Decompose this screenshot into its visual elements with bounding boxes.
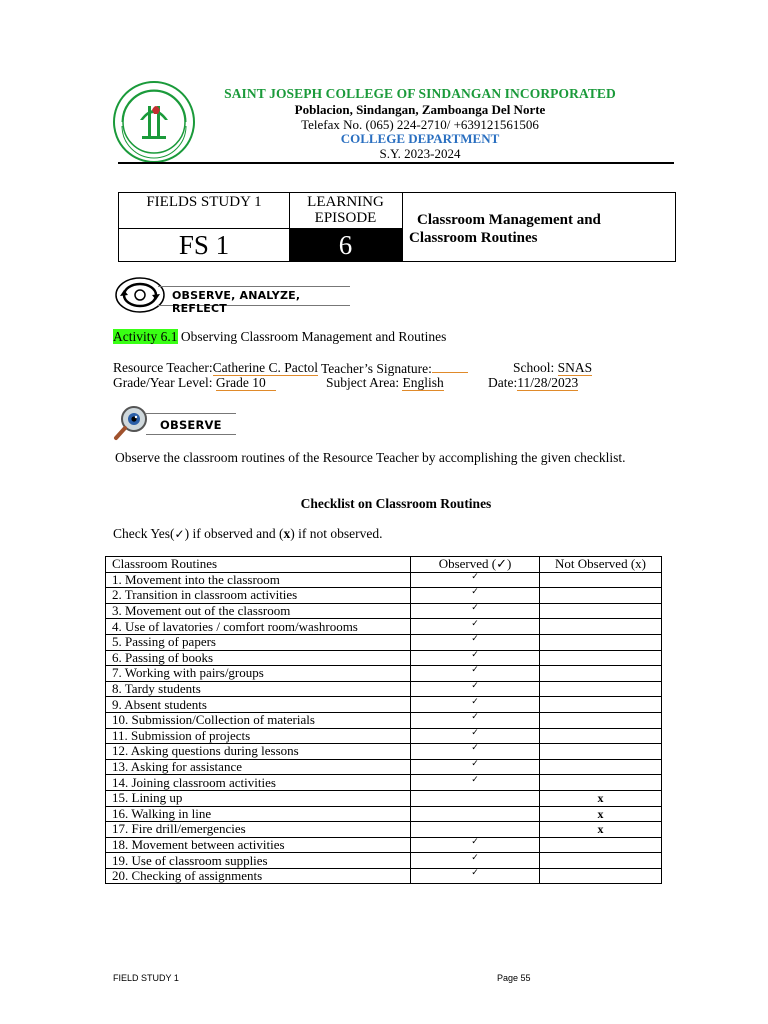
observed-cell xyxy=(411,634,540,650)
observed-check-icon: ✓ xyxy=(471,759,479,770)
table-row xyxy=(106,697,662,713)
routine-name: 7. Working with pairs/groups xyxy=(106,666,411,682)
routine-name: 4. Use of lavatories / comfort room/washrooms xyxy=(106,619,411,635)
table-row xyxy=(106,853,662,869)
school-label: School: xyxy=(513,360,555,375)
not-observed-mark: x xyxy=(597,822,604,837)
routine-name: 8. Tardy students xyxy=(106,681,411,697)
grade-value: Grade 10 xyxy=(216,375,276,391)
episode-box xyxy=(118,192,676,262)
routine-name: 17. Fire drill/emergencies xyxy=(106,822,411,838)
episode-label-line2: EPISODE xyxy=(314,210,377,226)
table-row xyxy=(106,712,662,728)
grade-label: Grade/Year Level: xyxy=(113,375,213,390)
table-row xyxy=(106,634,662,650)
table-row xyxy=(106,728,662,744)
observed-check-icon: ✓ xyxy=(471,649,479,660)
routine-name: 18. Movement between activities xyxy=(106,837,411,853)
college-department: COLLEGE DEPARTMENT xyxy=(340,131,500,146)
routine-name: 2. Transition in classroom activities xyxy=(106,588,411,604)
signature-label: Teacher’s Signature: xyxy=(321,361,432,376)
observed-cell xyxy=(411,744,540,760)
observe-badge xyxy=(112,404,242,442)
not-observed-cell xyxy=(540,603,662,619)
observe-analyze-reflect-badge xyxy=(114,276,354,314)
observed-cell xyxy=(411,790,540,806)
not-observed-cell xyxy=(540,588,662,604)
routine-name: 12. Asking questions during lessons xyxy=(106,744,411,760)
info-line-1 xyxy=(113,360,318,376)
check-instruction-a: Check Yes( xyxy=(113,526,175,541)
header-not-observed: Not Observed (x) xyxy=(540,557,662,573)
course-label: FIELDS STUDY 1 xyxy=(146,194,262,210)
not-observed-cell xyxy=(540,806,662,822)
routine-name: 16. Walking in line xyxy=(106,806,411,822)
routine-name: 14. Joining classroom activities xyxy=(106,775,411,791)
date-label: Date: xyxy=(488,375,518,390)
observed-check-icon: ✓ xyxy=(471,618,479,629)
not-observed-cell xyxy=(540,837,662,853)
not-observed-cell xyxy=(540,728,662,744)
observed-cell xyxy=(411,837,540,853)
routine-name: 3. Movement out of the classroom xyxy=(106,603,411,619)
table-row xyxy=(106,822,662,838)
table-row xyxy=(106,572,662,588)
table-row xyxy=(106,666,662,682)
observed-cell xyxy=(411,775,540,791)
table-row xyxy=(106,806,662,822)
checklist-title: Checklist on Classroom Routines xyxy=(300,496,492,511)
observed-cell xyxy=(411,603,540,619)
instructions: Observe the classroom routines of the Resource Teacher by accomplishing the given checklist. xyxy=(115,450,626,465)
observed-check-icon: ✓ xyxy=(471,634,479,645)
routines-checklist-table xyxy=(105,556,662,884)
observed-check-icon: ✓ xyxy=(471,571,479,582)
table-row xyxy=(106,603,662,619)
not-observed-cell xyxy=(540,634,662,650)
subject-label: Subject Area: xyxy=(326,375,400,390)
not-observed-mark: x xyxy=(597,806,604,821)
table-row xyxy=(106,759,662,775)
routine-name: 10. Submission/Collection of materials xyxy=(106,712,411,728)
observed-cell xyxy=(411,853,540,869)
observed-check-icon: ✓ xyxy=(471,712,479,723)
episode-title-line2: Classroom Routines xyxy=(409,230,538,246)
not-observed-cell xyxy=(540,759,662,775)
activity-line xyxy=(113,329,446,345)
not-observed-cell xyxy=(540,712,662,728)
not-observed-cell xyxy=(540,650,662,666)
table-row xyxy=(106,588,662,604)
signature-blank xyxy=(432,360,468,373)
not-observed-cell xyxy=(540,744,662,760)
resource-teacher-label: Resource Teacher: xyxy=(113,360,213,375)
subject-value: English xyxy=(402,375,444,390)
observed-check-icon: ✓ xyxy=(471,587,479,598)
observed-cell xyxy=(411,868,540,884)
not-observed-cell xyxy=(540,619,662,635)
observed-check-icon: ✓ xyxy=(471,727,479,738)
resource-teacher-value: Catherine C. Pactol xyxy=(212,360,318,375)
observed-cell xyxy=(411,681,540,697)
routine-name: 9. Absent students xyxy=(106,697,411,713)
observe-label: OBSERVE xyxy=(160,418,222,432)
college-seal-icon xyxy=(112,80,196,164)
table-row xyxy=(106,837,662,853)
observed-check-icon: ✓ xyxy=(471,696,479,707)
table-row xyxy=(106,775,662,791)
not-observed-cell xyxy=(540,681,662,697)
observed-cell xyxy=(411,822,540,838)
not-observed-cell xyxy=(540,775,662,791)
check-instruction-c: ) if not observed. xyxy=(290,526,383,541)
school-year: S.Y. 2023-2024 xyxy=(379,146,461,161)
episode-label-line1: LEARNING xyxy=(307,194,384,210)
observed-check-icon: ✓ xyxy=(471,852,479,863)
not-observed-cell xyxy=(540,790,662,806)
observed-cell xyxy=(411,712,540,728)
observe-analyze-reflect-label: OBSERVE, ANALYZE, REFLECT xyxy=(172,289,301,315)
table-row xyxy=(106,790,662,806)
observed-cell xyxy=(411,650,540,666)
date-field xyxy=(488,375,578,391)
episode-number: 6 xyxy=(289,229,402,261)
table-row xyxy=(106,650,662,666)
check-instruction-b: ) if observed and ( xyxy=(184,526,284,541)
observed-cell xyxy=(411,588,540,604)
not-observed-mark: x xyxy=(597,791,604,806)
observed-check-icon: ✓ xyxy=(471,603,479,614)
school-field xyxy=(513,360,592,376)
activity-title: Observing Classroom Management and Routines xyxy=(177,329,447,344)
observed-cell xyxy=(411,759,540,775)
observed-check-icon: ✓ xyxy=(471,743,479,754)
observed-cell xyxy=(411,666,540,682)
routine-name: 6. Passing of books xyxy=(106,650,411,666)
observed-check-icon: ✓ xyxy=(471,868,479,879)
footer-left: FIELD STUDY 1 xyxy=(113,973,179,983)
subject-field xyxy=(326,375,444,391)
course-code: FS 1 xyxy=(178,230,230,260)
table-header-row xyxy=(106,557,662,573)
school-value: SNAS xyxy=(557,360,593,375)
observed-cell xyxy=(411,572,540,588)
observed-check-icon: ✓ xyxy=(471,665,479,676)
table-row xyxy=(106,868,662,884)
routine-name: 19. Use of classroom supplies xyxy=(106,853,411,869)
routine-name: 13. Asking for assistance xyxy=(106,759,411,775)
not-observed-cell xyxy=(540,822,662,838)
episode-title xyxy=(409,211,671,247)
activity-tag: Activity 6.1 xyxy=(113,329,178,344)
date-value: 11/28/2023 xyxy=(517,375,579,390)
routine-name: 11. Submission of projects xyxy=(106,728,411,744)
routine-name: 1. Movement into the classroom xyxy=(106,572,411,588)
check-mark-icon: ✓ xyxy=(174,527,185,541)
not-observed-cell xyxy=(540,697,662,713)
grade-field xyxy=(113,375,276,391)
footer-page: Page 55 xyxy=(497,973,531,983)
observed-cell xyxy=(411,806,540,822)
routine-name: 20. Checking of assignments xyxy=(106,868,411,884)
college-telefax: Telefax No. (065) 224-2710/ +639121561506 xyxy=(301,117,539,132)
table-row xyxy=(106,619,662,635)
table-row xyxy=(106,744,662,760)
episode-label xyxy=(289,194,402,226)
header-routines: Classroom Routines xyxy=(106,557,411,573)
observed-cell xyxy=(411,619,540,635)
college-address: Poblacion, Sindangan, Zamboanga Del Norte xyxy=(294,102,546,117)
observed-cell xyxy=(411,697,540,713)
header-divider xyxy=(118,162,674,164)
not-observed-cell xyxy=(540,868,662,884)
header-observed: Observed (✓) xyxy=(411,557,540,573)
table-row xyxy=(106,681,662,697)
x-mark: x xyxy=(283,526,291,541)
table-body xyxy=(106,572,662,884)
college-name: SAINT JOSEPH COLLEGE OF SINDANGAN INCORPORATED xyxy=(224,86,616,101)
episode-title-line1: Classroom Management and xyxy=(417,212,601,228)
observed-check-icon: ✓ xyxy=(471,681,479,692)
not-observed-cell xyxy=(540,572,662,588)
routine-name: 5. Passing of papers xyxy=(106,634,411,650)
observed-check-icon: ✓ xyxy=(471,774,479,785)
observed-cell xyxy=(411,728,540,744)
check-instruction xyxy=(113,526,383,542)
routine-name: 15. Lining up xyxy=(106,790,411,806)
not-observed-cell xyxy=(540,666,662,682)
not-observed-cell xyxy=(540,853,662,869)
observed-check-icon: ✓ xyxy=(471,836,479,847)
